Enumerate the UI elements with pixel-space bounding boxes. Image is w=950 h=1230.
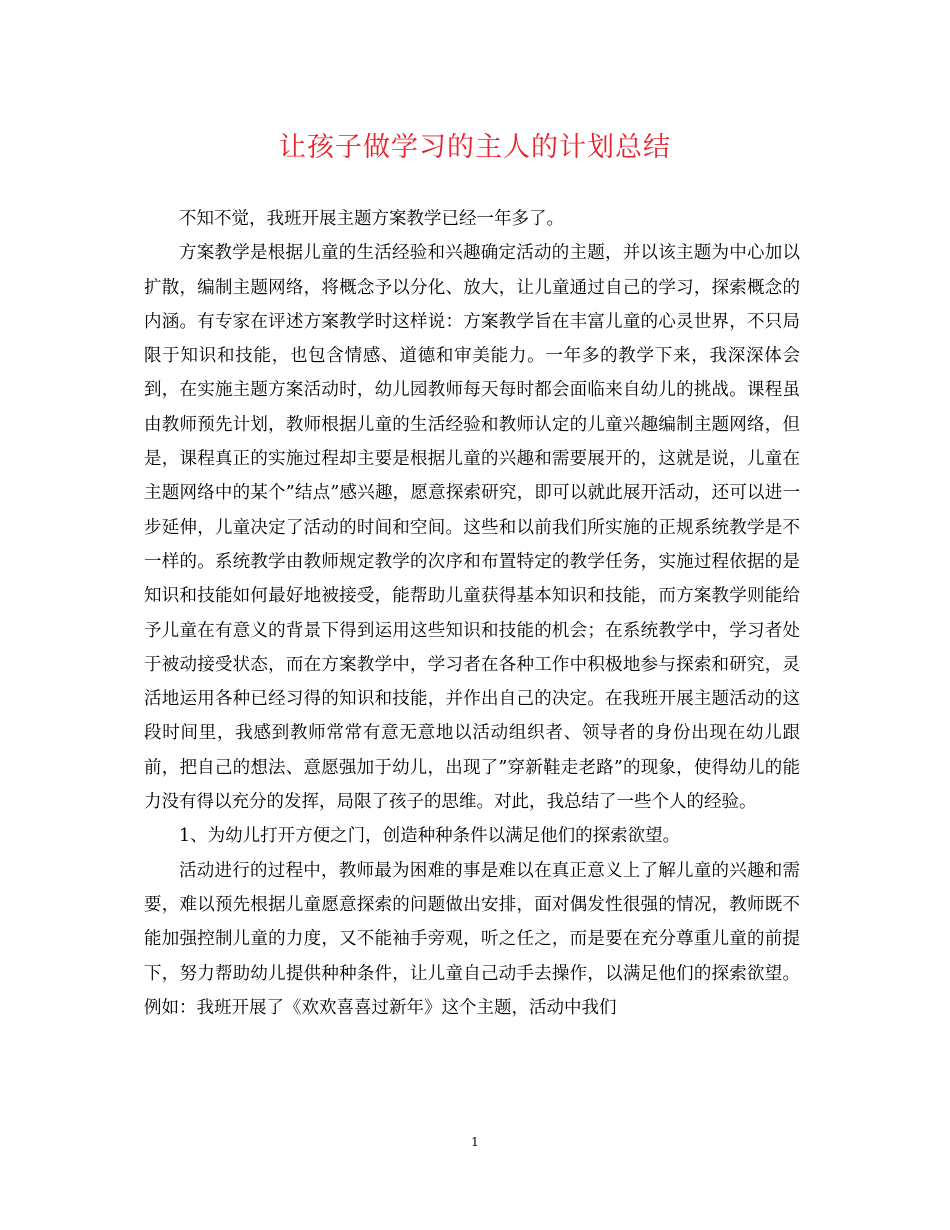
document-body — [144, 202, 800, 1025]
section-heading-1: 1、为幼儿打开方便之门，创造种种条件以满足他们的探索欲望。 — [179, 826, 681, 847]
paragraph-section-1: 活动进行的过程中，教师最为困难的事是难以在真正意义上了解儿童的兴趣和需要，难以预先根据儿童愿意探索的问题做出安排，面对偶发性很强的情况，教师既不能加强控制儿童的力度，又不能袖手旁观，听之任之，而是要在充分尊重儿童的前提下，努力帮助幼儿提供种种条件，让儿童自己动手去操作，以满足他们的探索欲望。例如：我班开展了《欢欢喜喜过新年》这个主题，活动中我们 — [144, 860, 800, 1018]
document-title: 让孩子做学习的主人的计划总结 — [279, 132, 671, 163]
paragraph-main: 方案教学是根据儿童的生活经验和兴趣确定活动的主题，并以该主题为中心加以扩散，编制主题网络，将概念予以分化、放大，让儿童通过自己的学习，探索概念的内涵。有专家在评述方案教学时这样说：方案教学旨在丰富儿童的心灵世界，不只局限于知识和技能，也包含情感、道德和审美能力。一年多的教学下来，我深深体会到，在实施主题方案活动时，幼儿园教师每天每时都会面临来自幼儿的挑战。课程虽由教师预先计划，教师根据儿童的生活经验和教师认定的儿童兴趣编制主题网络，但是，课程真正的实施过程却主要是根据儿童的兴趣和需要展开的，这就是说，儿童在主题网络中的某个”结点”感兴趣，愿意探索研究，即可以就此展开活动，还可以进一步延伸，儿童决定了活动的时间和空间。这些和以前我们所实施的正规系统教学是不一样的。系统教学由教师规定教学的次序和布置特定的教学任务，实施过程依据的是知识和技能如何最好地被接受，能帮助儿童获得基本知识和技能，而方案教学则能给予儿童在有意义的背景下得到运用这些知识和技能的机会；在系统教学中，学习者处于被动接受状态，而在方案教学中，学习者在各种工作中积极地参与探索和研究，灵活地运用各种已经习得的知识和技能，并作出自己的决定。在我班开展主题活动的这段时间里，我感到教师常常有意无意地以活动组织者、领导者的身份出现在幼儿跟前，把自己的想法、意愿强加于幼儿，出现了”穿新鞋走老路”的现象，使得幼儿的能力没有得以充分的发挥，局限了孩子的思维。对此，我总结了一些个人的经验。 — [144, 243, 800, 813]
paragraph-intro: 不知不觉，我班开展主题方案教学已经一年多了。 — [179, 209, 564, 229]
page-number: 1 — [471, 1135, 479, 1149]
